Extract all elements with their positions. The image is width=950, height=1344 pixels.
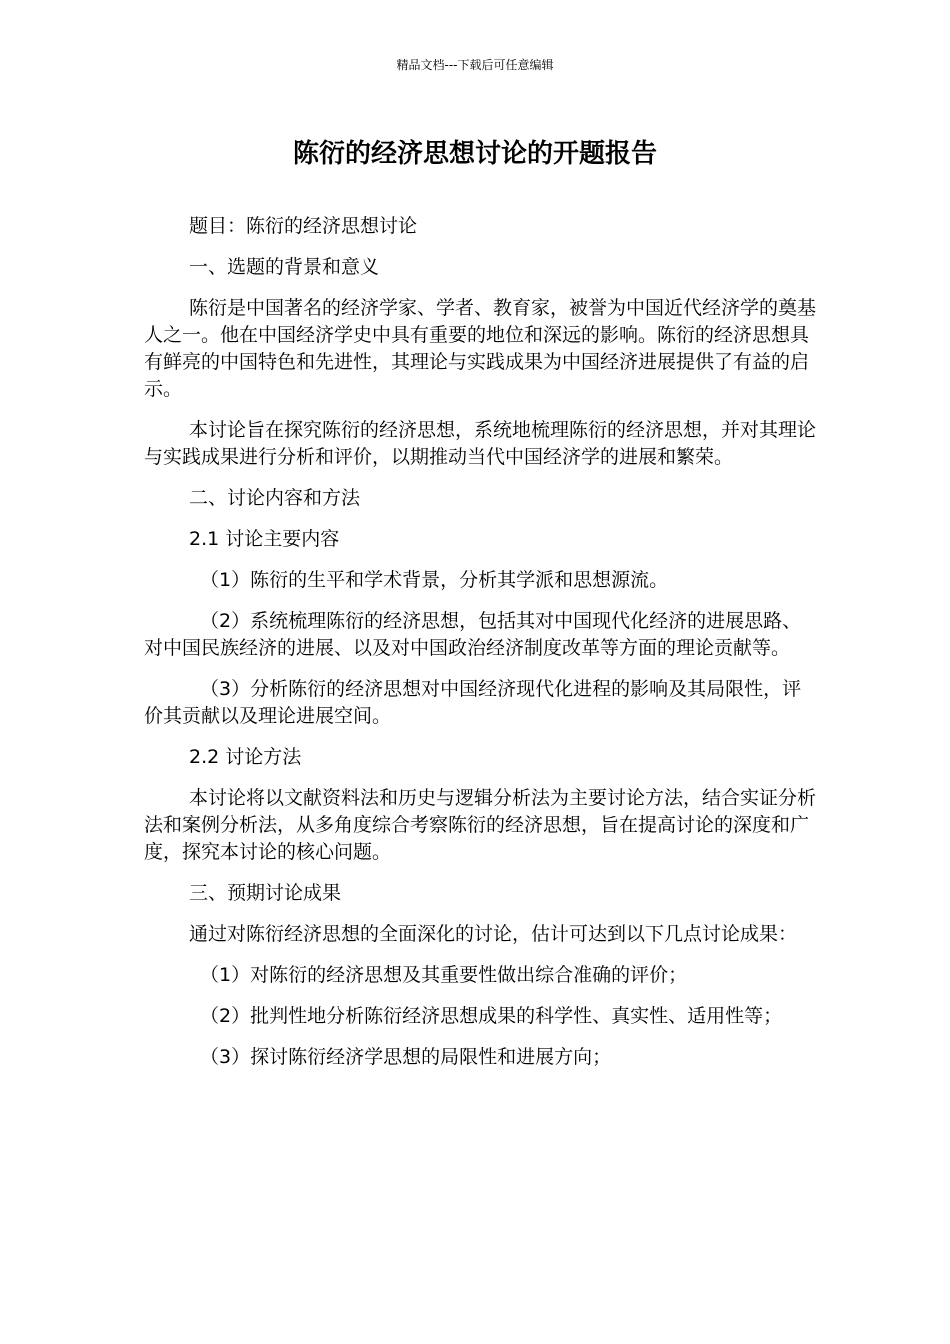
paragraph-purpose: 本讨论旨在探究陈衍的经济思想，系统地梳理陈衍的经济思想，并对其理论与实践成果进行分析和评价，以期推动当代中国经济学的进展和繁荣。 [144, 419, 817, 468]
section-heading-expected-results: 三、预期讨论成果 [189, 882, 342, 904]
section-heading-content-method: 二、讨论内容和方法 [189, 487, 361, 509]
list-item-content-1: （1）陈衍的生平和学术背景，分析其学派和思想源流。 [200, 569, 669, 591]
subsection-heading-main-content: 2.1 讨论主要内容 [189, 528, 340, 550]
paragraph-method: 本讨论将以文献资料法和历史与逻辑分析法为主要讨论方法，结合实证分析法和案例分析法，从多角度综合考察陈衍的经济思想，旨在提高讨论的深度和广度，探究本讨论的核心问题。 [144, 787, 817, 863]
list-item-result-1: （1）对陈衍的经济思想及其重要性做出综合准确的评价； [200, 964, 688, 986]
document-body [144, 213, 816, 1085]
topic-line: 题目：陈衍的经济思想讨论 [189, 215, 418, 237]
subsection-heading-method: 2.2 讨论方法 [189, 746, 302, 768]
document-title: 陈衍的经济思想讨论的开题报告 [292, 139, 657, 169]
list-item-content-3: （3）分析陈衍的经济思想对中国经济现代化进程的影响及其局限性，评价其贡献以及理论进展空间。 [144, 678, 802, 727]
list-item-result-3: （3）探讨陈衍经济学思想的局限性和进展方向； [200, 1046, 612, 1068]
section-heading-background: 一、选题的背景和意义 [189, 256, 380, 278]
list-item-result-2: （2）批判性地分析陈衍经济思想成果的科学性、真实性、适用性等； [200, 1005, 783, 1027]
paragraph-expected-results: 通过对陈衍经济思想的全面深化的讨论，估计可达到以下几点讨论成果： [189, 923, 798, 945]
paragraph-background: 陈衍是中国著名的经济学家、学者、教育家，被誉为中国近代经济学的奠基人之一。他在中国经济学史中具有重要的地位和深远的影响。陈衍的经济思想具有鲜亮的中国特色和先进性，其理论与实践成果为中国经济进展提供了有益的启示。 [144, 297, 817, 400]
list-item-content-2: （2）系统梳理陈衍的经济思想，包括其对中国现代化经济的进展思路、对中国民族经济的进展、以及对中国政治经济制度改革等方面的理论贡献等。 [144, 610, 802, 659]
header-note: 精品文档---下载后可任意编辑 [396, 58, 554, 72]
